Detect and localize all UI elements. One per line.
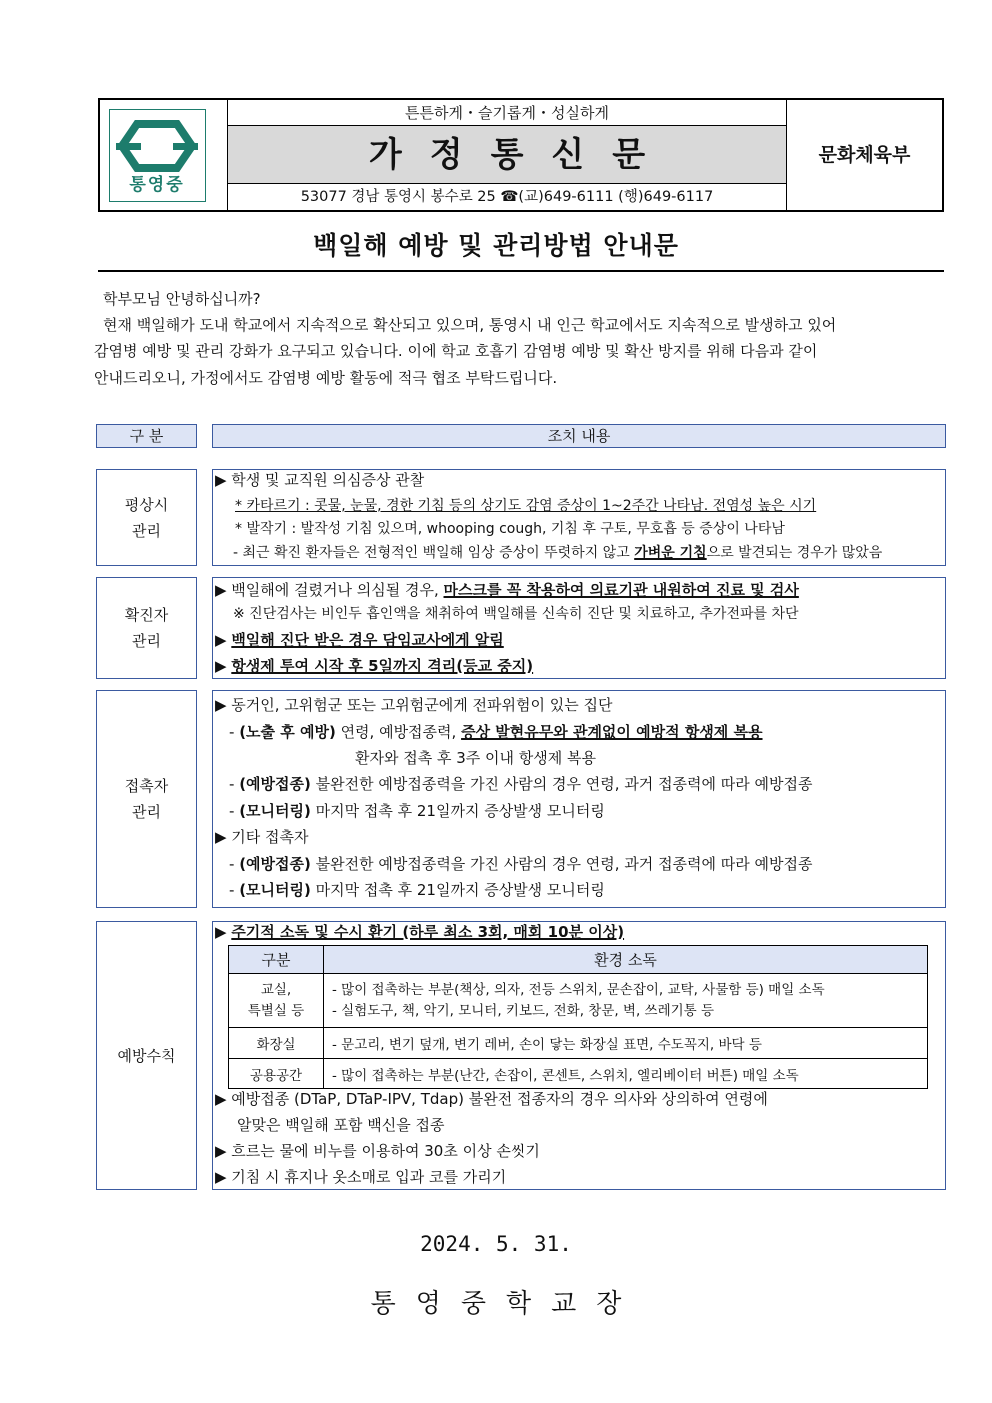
content-line [215,919,624,945]
text: ▶ 백일해에 걸렸거나 의심될 경우, [215,581,444,599]
table-row [229,974,928,1028]
content-line [229,851,813,877]
content-line [215,627,504,653]
content-line: ▶ 동거인, 고위험군 또는 고위험군에게 전파위험이 있는 집단 [215,696,613,714]
text: 마지막 접촉 후 21일까지 증상발생 모니터링 [310,881,605,899]
text: 으로 발견되는 경우가 많았음 [706,545,883,561]
logo-text: 통영중 [129,175,185,195]
column-header-content: 조치 내용 [212,424,946,448]
section-label-routine [96,469,197,566]
text: 마지막 접촉 후 21일까지 증상발생 모니터링 [310,802,605,820]
label-line: 관리 [132,522,161,540]
text: 연령, 예방접종력, [335,723,462,741]
department: 문화체육부 [786,100,942,210]
emphasis-text: 마스크를 꼭 착용하여 의료기관 내원하여 진료 및 검사 [443,581,799,599]
intro-line-1: 현재 백일해가 도내 학교에서 지속적으로 확산되고 있으며, 통영시 내 인근 학교에서도 지속적으로 발생하고 있어 [103,316,837,334]
table-cell: - 문고리, 변기 덮개, 변기 레버, 손이 닿는 화장실 표면, 수도꼭지, 바닥 등 [324,1028,928,1059]
table-cell [229,974,324,1028]
text: - 최근 확진 환자들은 전형적인 백일해 임상 증상이 뚜렷하지 않고 [233,545,635,561]
bold-text: (예방접종) [239,855,311,873]
school-motto: 튼튼하게・슬기롭게・성실하게 [228,100,786,126]
letterhead [98,98,944,212]
column-header-category: 구 분 [96,424,197,448]
school-logo [109,109,206,202]
content-line: ※ 진단검사는 비인두 흡인액을 채취하여 백일해를 신속히 진단 및 치료하고, 추가전파를 차단 [233,606,799,622]
cell-text: 특별실 등 [247,1002,305,1019]
bold-text: (모니터링) [239,881,311,899]
table-cell [324,974,928,1028]
section-content-confirmed [212,577,946,679]
table-row [229,1028,928,1059]
table-cell: 공용공간 [229,1059,324,1089]
text: 불완전한 예방접종력을 가진 사람의 경우 연령, 과거 접종력에 따라 예방접종 [310,775,813,793]
content-line: ▶ 기타 접촉자 [215,828,309,846]
content-line [229,798,605,824]
table-row [229,1059,928,1089]
table-cell: - 많이 접촉하는 부분(난간, 손잡이, 콘센트, 스위치, 엘리베이터 버튼) 매일 소독 [324,1059,928,1089]
content-line: ▶ 흐르는 물에 비누를 이용하여 30초 이상 손씻기 [215,1142,540,1160]
emphasis-text: 항생제 투여 시작 후 5일까지 격리(등교 중지) [231,657,534,675]
issue-date: 2024. 5. 31. [420,1232,572,1256]
text: - [229,855,240,873]
document-title: 백일해 예방 및 관리방법 안내문 [313,231,679,260]
text: 불완전한 예방접종력을 가진 사람의 경우 연령, 과거 접종력에 따라 예방접종 [310,855,813,873]
text: - [229,802,240,820]
content-line [233,540,882,566]
content-line [215,653,533,679]
greeting: 학부모님 안녕하십니까? [103,290,261,308]
text: ▶ [215,923,232,941]
content-line: 환자와 접촉 후 3주 이내 항생제 복용 [355,749,597,767]
text: - [229,775,240,793]
bold-text: (노출 후 예방) [239,723,336,741]
content-line: ▶ 기침 시 휴지나 옷소매로 입과 코를 가리기 [215,1168,507,1186]
intro-line-2: 감염병 예방 및 관리 강화가 요구되고 있습니다. 이에 학교 호흡기 감염병 예방 및 확산 방지를 위해 다음과 같이 [94,342,818,360]
content-line [229,719,763,745]
content-line [229,877,605,903]
text: ▶ [215,657,232,675]
label-line: 관리 [132,632,161,650]
newsletter-title: 가정통신문 [228,126,786,184]
disinfection-table [228,945,928,1089]
intro-line-3: 안내드리오니, 가정에서도 감염병 예방 활동에 적극 협조 부탁드립니다. [94,369,558,387]
emphasis-text: 백일해 진단 받은 경우 담임교사에게 알림 [231,631,504,649]
content-line: ▶ 예방접종 (DTaP, DTaP-IPV, Tdap) 불완전 접종자의 경우 의사와 상의하여 연령에 [215,1090,768,1108]
text: - [229,723,240,741]
emphasis-text: 증상 발현유무와 관계없이 예방적 항생제 복용 [461,723,763,741]
table-header-cell: 구분 [229,946,324,974]
cell-text: 교실, [260,981,292,998]
bold-text: (모니터링) [239,802,311,820]
underlined-text: * 카타르기 : 콧물, 눈물, 경한 기침 등의 상기도 감염 증상이 1~2주간 나타남. 전염성 높은 시기 [235,498,817,514]
label-line: 평상시 [124,496,169,514]
table-header-row [229,946,928,974]
emphasis-text: 가벼운 기침 [634,545,707,561]
section-content-contacts [212,690,946,908]
content-line [229,771,813,797]
cell-text: - 많이 접촉하는 부분(책상, 의자, 전등 스위치, 문손잡이, 교탁, 사물함 등) 매일 소독 [332,981,825,998]
section-label-prevention [96,921,197,1190]
section-content-routine [212,469,946,566]
table-header-cell: 환경 소독 [324,946,928,974]
school-address: 53077 경남 통영시 봉수로 25 ☎(교)649-6111 (행)649-6117 [300,189,714,205]
bold-text: (예방접종) [239,775,311,793]
logo-cell [100,100,228,210]
label-line: 예방수칙 [117,1047,176,1065]
label-line: 확진자 [124,606,169,624]
text: - [229,881,240,899]
section-label-confirmed [96,577,197,679]
section-label-contacts [96,690,197,908]
content-line: 알맞은 백일해 포함 백신을 접종 [237,1116,445,1134]
content-line: ▶ 학생 및 교직원 의심증상 관찰 [215,471,425,489]
content-line [215,577,799,603]
cell-text: - 실험도구, 책, 악기, 모니터, 키보드, 전화, 창문, 벽, 쓰레기통 등 [332,1002,715,1019]
label-line: 접촉자 [124,777,169,795]
text: ▶ [215,631,232,649]
title-divider [98,270,944,272]
content-line: * 발작기 : 발작성 기침 있으며, whooping cough, 기침 후 구토, 무호흡 등 증상이 나타남 [235,521,785,537]
principal-signature: 통영중학교장 [370,1289,642,1319]
emphasis-text: 주기적 소독 및 수시 환기 (하루 최소 3회, 매회 10분 이상) [231,923,625,941]
label-line: 관리 [132,803,161,821]
table-cell: 화장실 [229,1028,324,1059]
